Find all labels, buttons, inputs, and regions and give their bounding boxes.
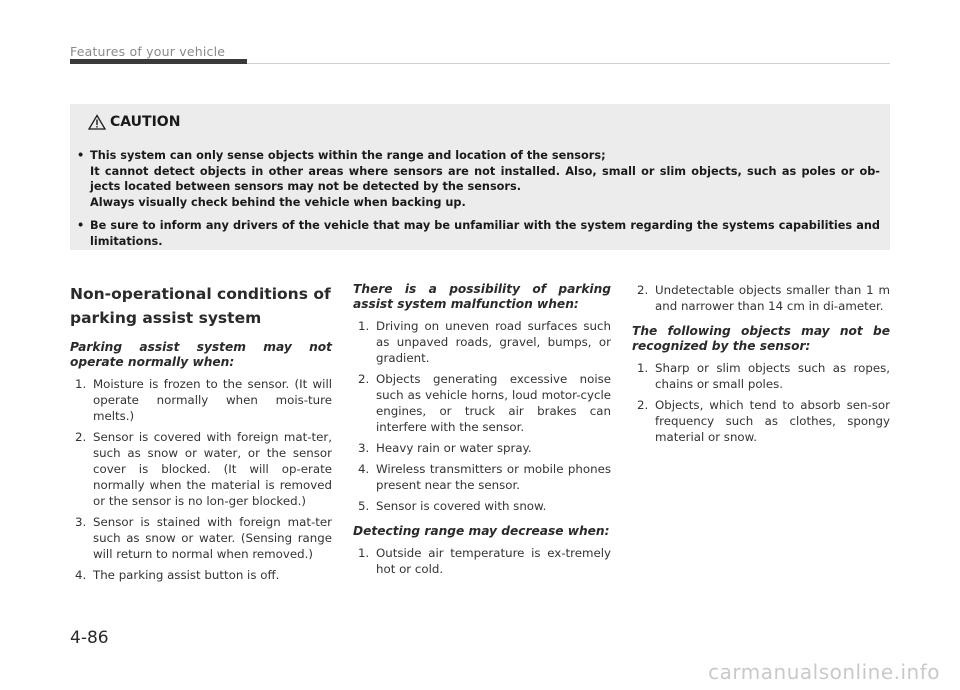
sub-heading: There is a possibility of parking assist system malfunction when: [353,282,611,311]
header-bar [70,59,247,64]
caution-line: Always visually check behind the vehicle when backing up. [90,195,466,209]
middle-column [353,282,611,587]
caution-title-text: CAUTION [110,114,181,130]
bullet-icon: • [77,149,85,162]
list-item: 1. Sharp or slim objects such as ropes, chains or small poles. [637,361,890,391]
caution-line: Be sure to inform any drivers of the vehicle that may be unfamiliar with the system regarding the systems capabilities and limitations. [90,219,880,248]
caution-line: It cannot detect objects in other areas where sensors are not installed. Also, small or slim objects, such as poles or ob-jects located between sensors may not be detected by the sensors. [90,164,880,193]
list-item: 3. Heavy rain or water spray. [358,441,532,455]
list-item: 5. Sensor is covered with snow. [358,499,547,513]
main-heading: Non-operational conditions of parking assist system [70,285,331,327]
sub-heading: The following objects may not be recognized by the sensor: [632,324,890,353]
left-column [70,282,332,593]
numbered-list [70,376,332,583]
caution-line: This system can only sense objects within the range and location of the sensors; [90,149,606,162]
bullet-icon: • [77,219,85,232]
caution-list [70,148,890,257]
sub-heading: Parking assist system may not operate normally when: [70,340,332,369]
page-number: 4-86 [70,628,109,648]
list-item: 2. Sensor is covered with foreign mat-ter, such as snow or water, or the sensor cover is blocked. (It will op-erate normally when the material is removed or the sensor is no lon-ger blocked.) [75,430,332,508]
list-item: 2. Objects, which tend to absorb sen-sor frequency such as clothes, spongy material or snow. [637,398,890,444]
sub-heading: Detecting range may decrease when: [353,524,610,538]
caution-item [70,148,890,210]
caution-item [70,218,890,249]
watermark: carmanualsonline.info [708,660,940,684]
numbered-list [632,282,890,314]
header-divider [247,63,890,64]
list-item: 4. Wireless transmitters or mobile phones present near the sensor. [358,462,611,492]
list-item: 1. Outside air temperature is ex-tremely hot or cold. [358,546,611,576]
numbered-list [353,545,611,577]
list-item: 3. Sensor is stained with foreign mat-ter such as snow or water. (Sensing range will return to normal when removed.) [75,515,332,561]
warning-triangle-icon [88,114,106,130]
caution-title [88,114,180,130]
right-column [632,282,890,455]
list-item: 1. Moisture is frozen to the sensor. (It will operate normally when mois-ture melts.) [75,377,332,423]
list-item: 1. Driving on uneven road surfaces such as unpaved roads, gravel, bumps, or gradient. [358,319,611,365]
caution-box [70,104,890,250]
list-item: 2. Objects generating excessive noise such as vehicle horns, loud motor-cycle engines, or truck air brakes can interfere with the sensor. [358,372,611,434]
numbered-list [632,360,890,445]
list-item: 2. Undetectable objects smaller than 1 m and narrower than 14 cm in di-ameter. [637,283,890,313]
section-header: Features of your vehicle [70,44,226,59]
numbered-list [353,318,611,514]
list-item: 4. The parking assist button is off. [75,568,280,582]
